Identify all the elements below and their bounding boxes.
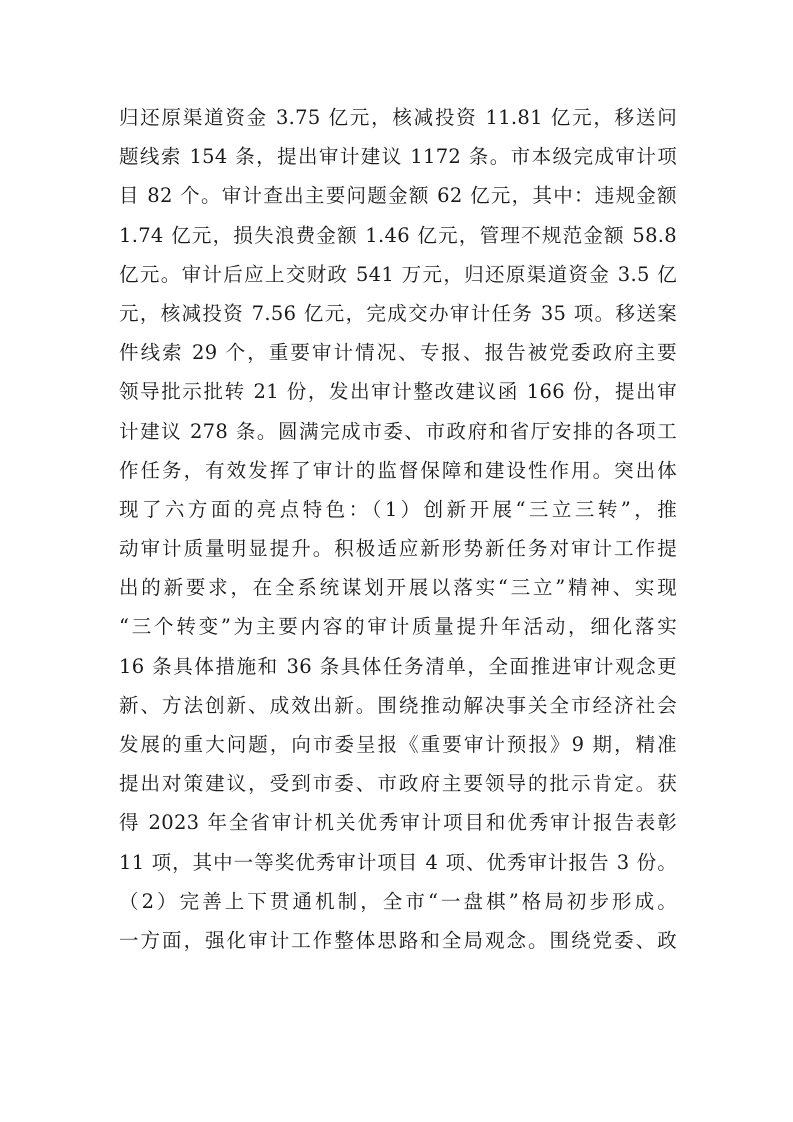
text-line: 题线索 154 条，提出审计建议 1172 条。市本级完成审计项 xyxy=(119,145,677,169)
text-line: 得 2023 年全省审计机关优秀审计项目和优秀审计报告表彰 xyxy=(119,811,677,835)
text-line: 11 项，其中一等奖优秀审计项目 4 项、优秀审计报告 3 份。 xyxy=(119,850,677,874)
text-line: 发展的重大问题，向市委呈报《重要审计预报》9 期，精准 xyxy=(119,733,677,756)
text-line: 亿元。审计后应上交财政 541 万元，归还原渠道资金 3.5 亿 xyxy=(119,262,677,286)
text-line: “三个转变”为主要内容的审计质量提升年活动，细化落实 xyxy=(119,615,677,639)
text-line: 新、方法创新、成效出新。围绕推动解决事关全市经济社会 xyxy=(119,693,677,717)
text-line: 件线索 29 个，重要审计情况、专报、报告被党委政府主要 xyxy=(119,341,677,365)
text-line: 计建议 278 条。圆满完成市委、市政府和省厅安排的各项工 xyxy=(119,419,677,443)
text-line: 归还原渠道资金 3.75 亿元，核减投资 11.81 亿元，移送问 xyxy=(119,106,677,129)
text-line: 一方面，强化审计工作整体思路和全局观念。围绕党委、政 xyxy=(119,928,677,952)
text-line: 领导批示批转 21 份，发出审计整改建议函 166 份，提出审 xyxy=(119,380,677,404)
text-line: 作任务，有效发挥了审计的监督保障和建设性作用。突出体 xyxy=(119,458,677,482)
text-line: （2）完善上下贯通机制，全市“一盘棋”格局初步形成。 xyxy=(119,889,677,913)
text-line: 现了六方面的亮点特色：（1）创新开展“三立三转”，推 xyxy=(119,497,677,521)
text-line: 出的新要求，在全系统谋划开展以落实“三立”精神、实现 xyxy=(119,576,677,600)
document-page xyxy=(119,98,677,960)
text-line: 1.74 亿元，损失浪费金额 1.46 亿元，管理不规范金额 58.8 xyxy=(119,223,677,247)
text-line: 动审计质量明显提升。积极适应新形势新任务对审计工作提 xyxy=(119,537,677,561)
text-line: 提出对策建议，受到市委、市政府主要领导的批示肯定。获 xyxy=(119,772,677,796)
text-line: 元，核减投资 7.56 亿元，完成交办审计任务 35 项。移送案 xyxy=(119,301,677,325)
text-line: 16 条具体措施和 36 条具体任务清单，全面推进审计观念更 xyxy=(119,654,677,678)
text-line: 目 82 个。审计查出主要问题金额 62 亿元，其中：违规金额 xyxy=(119,184,677,208)
